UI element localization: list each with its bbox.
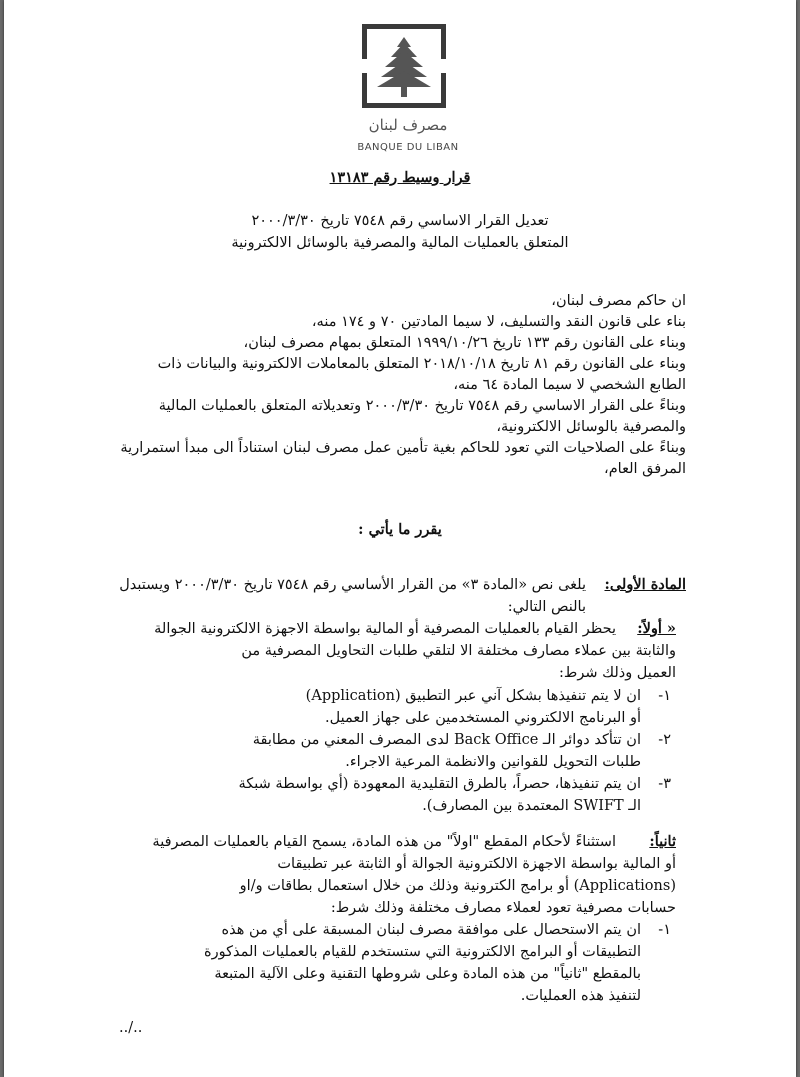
list-item-number: ٣- bbox=[658, 776, 671, 792]
list-item-line: ان لا يتم تنفيذها بشكل آني عبر التطبيق (Application) bbox=[305, 688, 641, 704]
list-item-line: لتنفيذ هذه العمليات. bbox=[520, 988, 641, 1004]
list-item-line: التطبيقات أو البرامج الالكترونية التي ستستخدم للقيام بالعمليات المذكورة bbox=[204, 944, 641, 960]
decision-number: قرار وسيط رقم ١٣١٨٣ bbox=[329, 169, 471, 186]
list-item-number: ١- bbox=[658, 688, 671, 704]
cedar-icon bbox=[367, 29, 441, 103]
continuation-mark: ../.. bbox=[119, 1020, 143, 1036]
bank-logo bbox=[334, 18, 482, 166]
section2-line: أو المالية بواسطة الاجهزة الالكترونية الجوالة أو الثابتة عبر تطبيقات bbox=[277, 856, 676, 872]
document-page bbox=[4, 0, 796, 1077]
section1-line: يحظر القيام بالعمليات المصرفية أو المالية بواسطة الاجهزة الالكترونية الجوالة bbox=[154, 621, 616, 637]
preamble-line: وبناءً على الصلاحيات التي تعود للحاكم بغية تأمين عمل مصرف لبنان استناداً الى مبدأ استمرارية bbox=[120, 440, 686, 456]
section1-line: العميل وذلك شرط: bbox=[559, 665, 676, 681]
logo-frame-icon bbox=[362, 24, 446, 108]
preamble-line: وبناء على القانون رقم ١٣٣ تاريخ ١٩٩٩/١٠/٢٦ المتعلق بمهام مصرف لبنان، bbox=[243, 335, 686, 351]
subject-line-1: تعديل القرار الاساسي رقم ٧٥٤٨ تاريخ ٢٠٠٠/٣/٣٠ bbox=[251, 213, 549, 229]
list-item-line: ان تتأكد دوائر الـ Back Office لدى المصرف المعني من مطابقة bbox=[252, 732, 641, 748]
subject-line-2: المتعلق بالعمليات المالية والمصرفية بالوسائل الالكترونية bbox=[231, 235, 569, 251]
article1-line-1: يلغى نص «المادة ٣» من القرار الأساسي رقم ٧٥٤٨ تاريخ ٢٠٠٠/٣/٣٠ ويستبدل bbox=[119, 577, 586, 593]
section2-line: استثناءً لأحكام المقطع "اولاً" من هذه المادة، يسمح القيام بالعمليات المصرفية bbox=[152, 834, 616, 850]
section2-label: ثانياً: bbox=[649, 833, 676, 850]
list-item-line: ان يتم تنفيذها، حصراً، بالطرق التقليدية المعهودة (أي بواسطة شبكة bbox=[238, 776, 641, 792]
logo-arabic-name: مصرف لبنان bbox=[368, 116, 448, 134]
preamble-line: وبناء على القانون رقم ٨١ تاريخ ٢٠١٨/١٠/١٨ المتعلق بالمعاملات الالكترونية والبيانات ذات bbox=[157, 356, 686, 372]
section1-line: والثابتة بين عملاء مصارف مختلفة الا لتلقي طلبات التحاويل المصرفية من bbox=[241, 643, 676, 659]
list-item-line: طلبات التحويل للقوانين والانظمة المرعية الاجراء. bbox=[345, 754, 641, 770]
list-item-line: الـ SWIFT المعتمدة بين المصارف). bbox=[422, 798, 641, 814]
preamble-line: وبناءً على القرار الاساسي رقم ٧٥٤٨ تاريخ ٢٠٠٠/٣/٣٠ وتعديلاته المتعلق بالعمليات المالية bbox=[158, 398, 686, 414]
preamble-line: والمصرفية بالوسائل الالكترونية، bbox=[496, 419, 686, 435]
list-item-number: ١- bbox=[658, 922, 671, 938]
preamble-line: المرفق العام، bbox=[604, 461, 686, 477]
article1-line-2: بالنص التالي: bbox=[507, 599, 586, 615]
list-item-line: ان يتم الاستحصال على موافقة مصرف لبنان المسبقة على أي من هذه bbox=[221, 922, 641, 938]
logo-french-name: BANQUE DU LIBAN bbox=[357, 142, 459, 153]
section1-label: « أولاً: bbox=[637, 620, 676, 637]
list-item-line: بالمقطع "ثانياً" من هذه المادة وعلى شروطها التقنية وعلى الآلية المتبعة bbox=[214, 966, 641, 982]
preamble-line: بناء على قانون النقد والتسليف، لا سيما المادتين ٧٠ و ١٧٤ منه، bbox=[311, 314, 686, 330]
section2-line: (Applications) أو برامج الكترونية وذلك من خلال استعمال بطاقات و/او bbox=[239, 878, 676, 894]
list-item-line: أو البرنامج الالكتروني المستخدمين على جهاز العميل. bbox=[325, 710, 641, 726]
section2-line: حسابات مصرفية تعود لعملاء مصارف مختلفة وذلك شرط: bbox=[330, 900, 676, 916]
decides-heading: يقرر ما يأتي : bbox=[358, 521, 442, 538]
article1-label: المادة الأولى: bbox=[604, 576, 686, 593]
list-item-number: ٢- bbox=[658, 732, 671, 748]
preamble-line: الطابع الشخصي لا سيما المادة ٦٤ منه، bbox=[453, 377, 686, 393]
preamble-line: ان حاكم مصرف لبنان، bbox=[551, 293, 686, 309]
